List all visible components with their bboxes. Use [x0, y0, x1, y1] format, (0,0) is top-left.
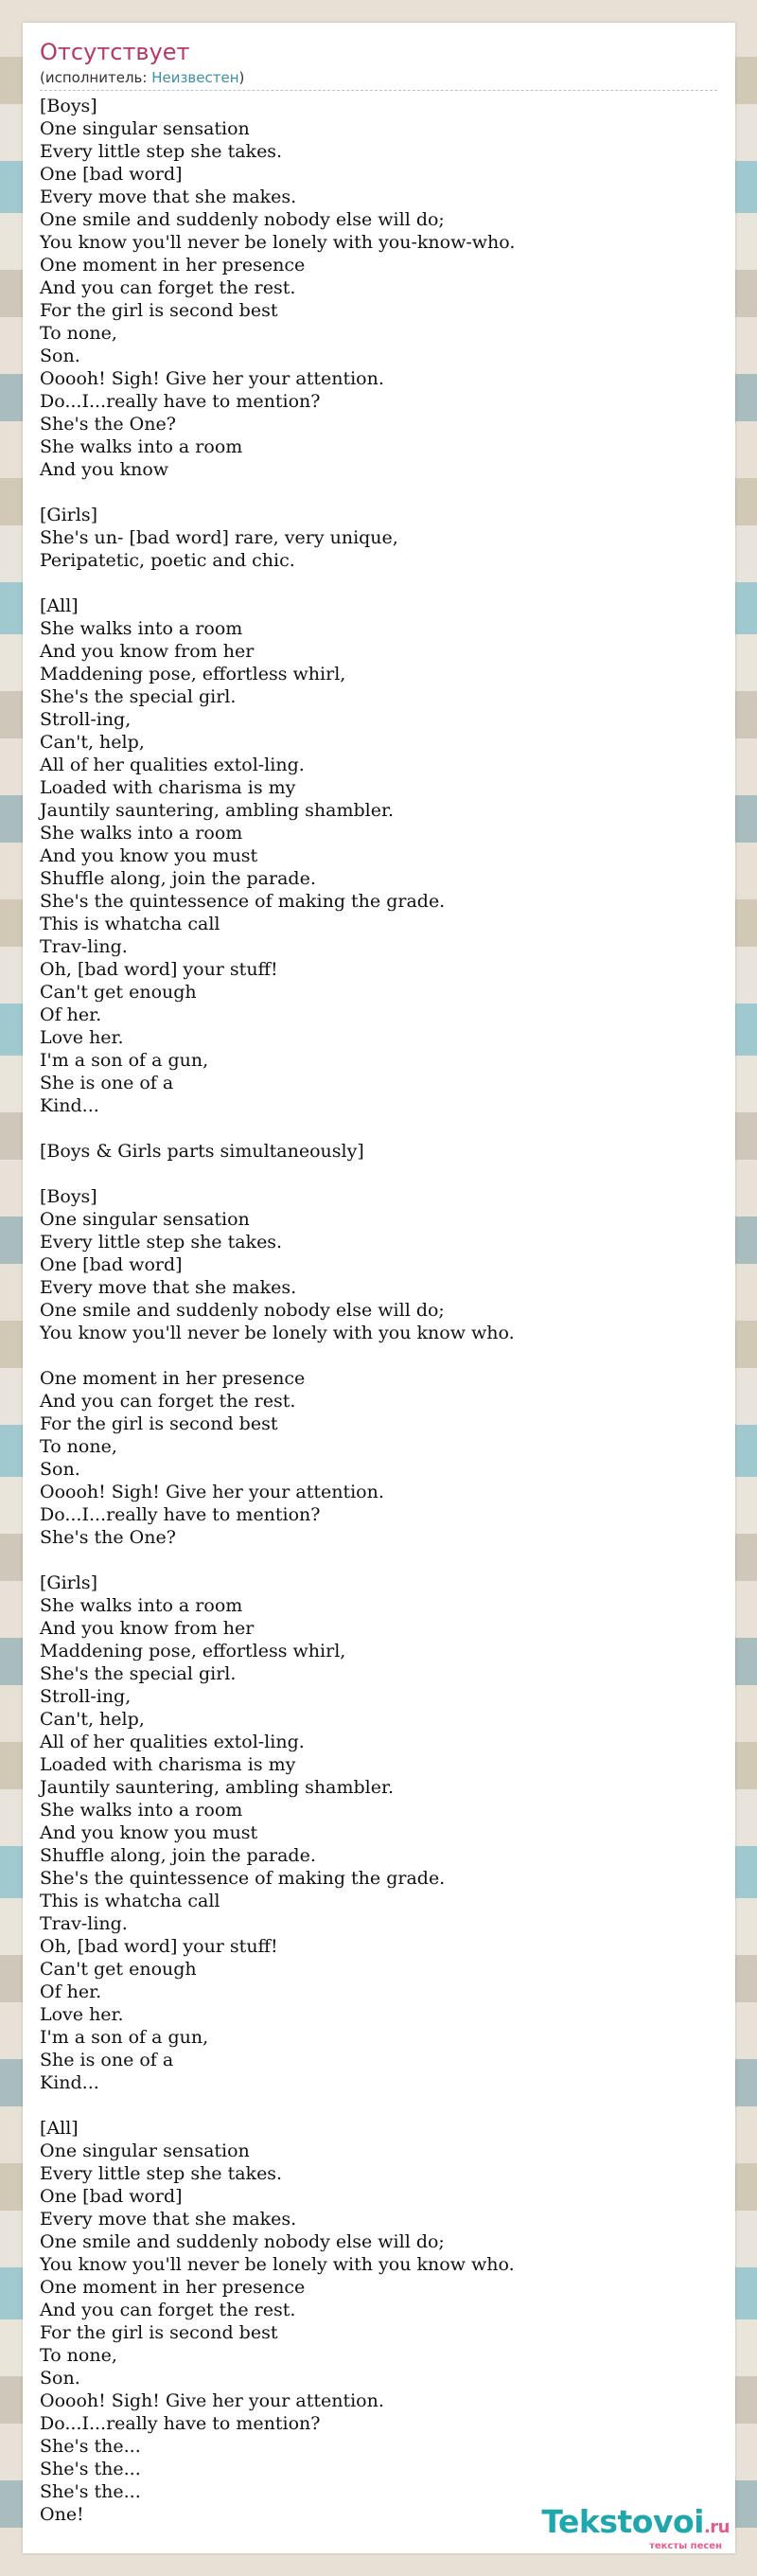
logo-domain-suffix: .ru — [703, 2517, 730, 2537]
logo-wordmark — [541, 2505, 730, 2545]
lyrics-card — [23, 23, 735, 2553]
artist-prefix: (исполнитель: — [40, 69, 152, 86]
artist-suffix: ) — [238, 69, 245, 86]
artist-link[interactable]: Неизвестен — [151, 69, 239, 86]
site-logo[interactable] — [541, 2505, 730, 2551]
song-title: Отсутствует — [40, 39, 190, 65]
lyrics-text: [Boys] One singular sensation Every little step she takes. One [bad word] Every move that she makes. One smile and suddenly nobody else will do; You know you'll never be lonely with you-know-who. One moment in her presence And you can forget the rest. For the girl is second best To none, Son. Ooooh! Sigh! Give her your attention. Do...I...really have to mention? She's the One? She walks into a room And you know [Girls] She's un- [bad word] rare, very unique, Peripatetic, poetic and chic. [All] She walks into a room And you know from her Maddening pose, effortless whirl, She's the special girl. Stroll-ing, Can't, help, All of her qualities extol-ling. Loaded with charisma is my Jauntily sauntering, ambling shambler. She walks into a room And you know you must Shuffle along, join the parade. She's the quintessence of making the grade. This is whatcha call Trav-ling. Oh, [bad word] your stuff! Can't get enough Of her. Love her. I'm a son of a gun, She is one of a Kind... [Boys & Girls parts simultaneously] [Boys] One singular sensation Every little step she takes. One [bad word] Every move that she makes. One smile and suddenly nobody else will do; You know you'll never be lonely with you know who. One moment in her presence And you can forget the rest. For the girl is second best To none, Son. Ooooh! Sigh! Give her your attention. Do...I...really have to mention? She's the One? [Girls] She walks into a room And you know from her Maddening pose, effortless whirl, She's the special girl. Stroll-ing, Can't, help, All of her qualities extol-ling. Loaded with charisma is my Jauntily sauntering, ambling shambler. She walks into a room And you know you must Shuffle along, join the parade. She's the quintessence of making the grade. This is whatcha call Trav-ling. Oh, [bad word] your stuff! Can't get enough Of her. Love her. I'm a son of a gun, She is one of a Kind... [All] One singular sensation Every little step she takes. One [bad word] Every move that she makes. One smile and suddenly nobody else will do; You know you'll never be lonely with you know who. One moment in her presence And you can forget the rest. For the girl is second best To none, Son. Ooooh! Sigh! Give her your attention. Do...I...really have to mention? She's the... She's the... She's the... One! — [40, 96, 516, 2525]
artist-line — [40, 68, 717, 87]
song-header — [40, 38, 717, 91]
logo-main-text: Tekstovoi — [541, 2503, 704, 2540]
logo-tagline: тексты песен — [649, 2541, 722, 2551]
